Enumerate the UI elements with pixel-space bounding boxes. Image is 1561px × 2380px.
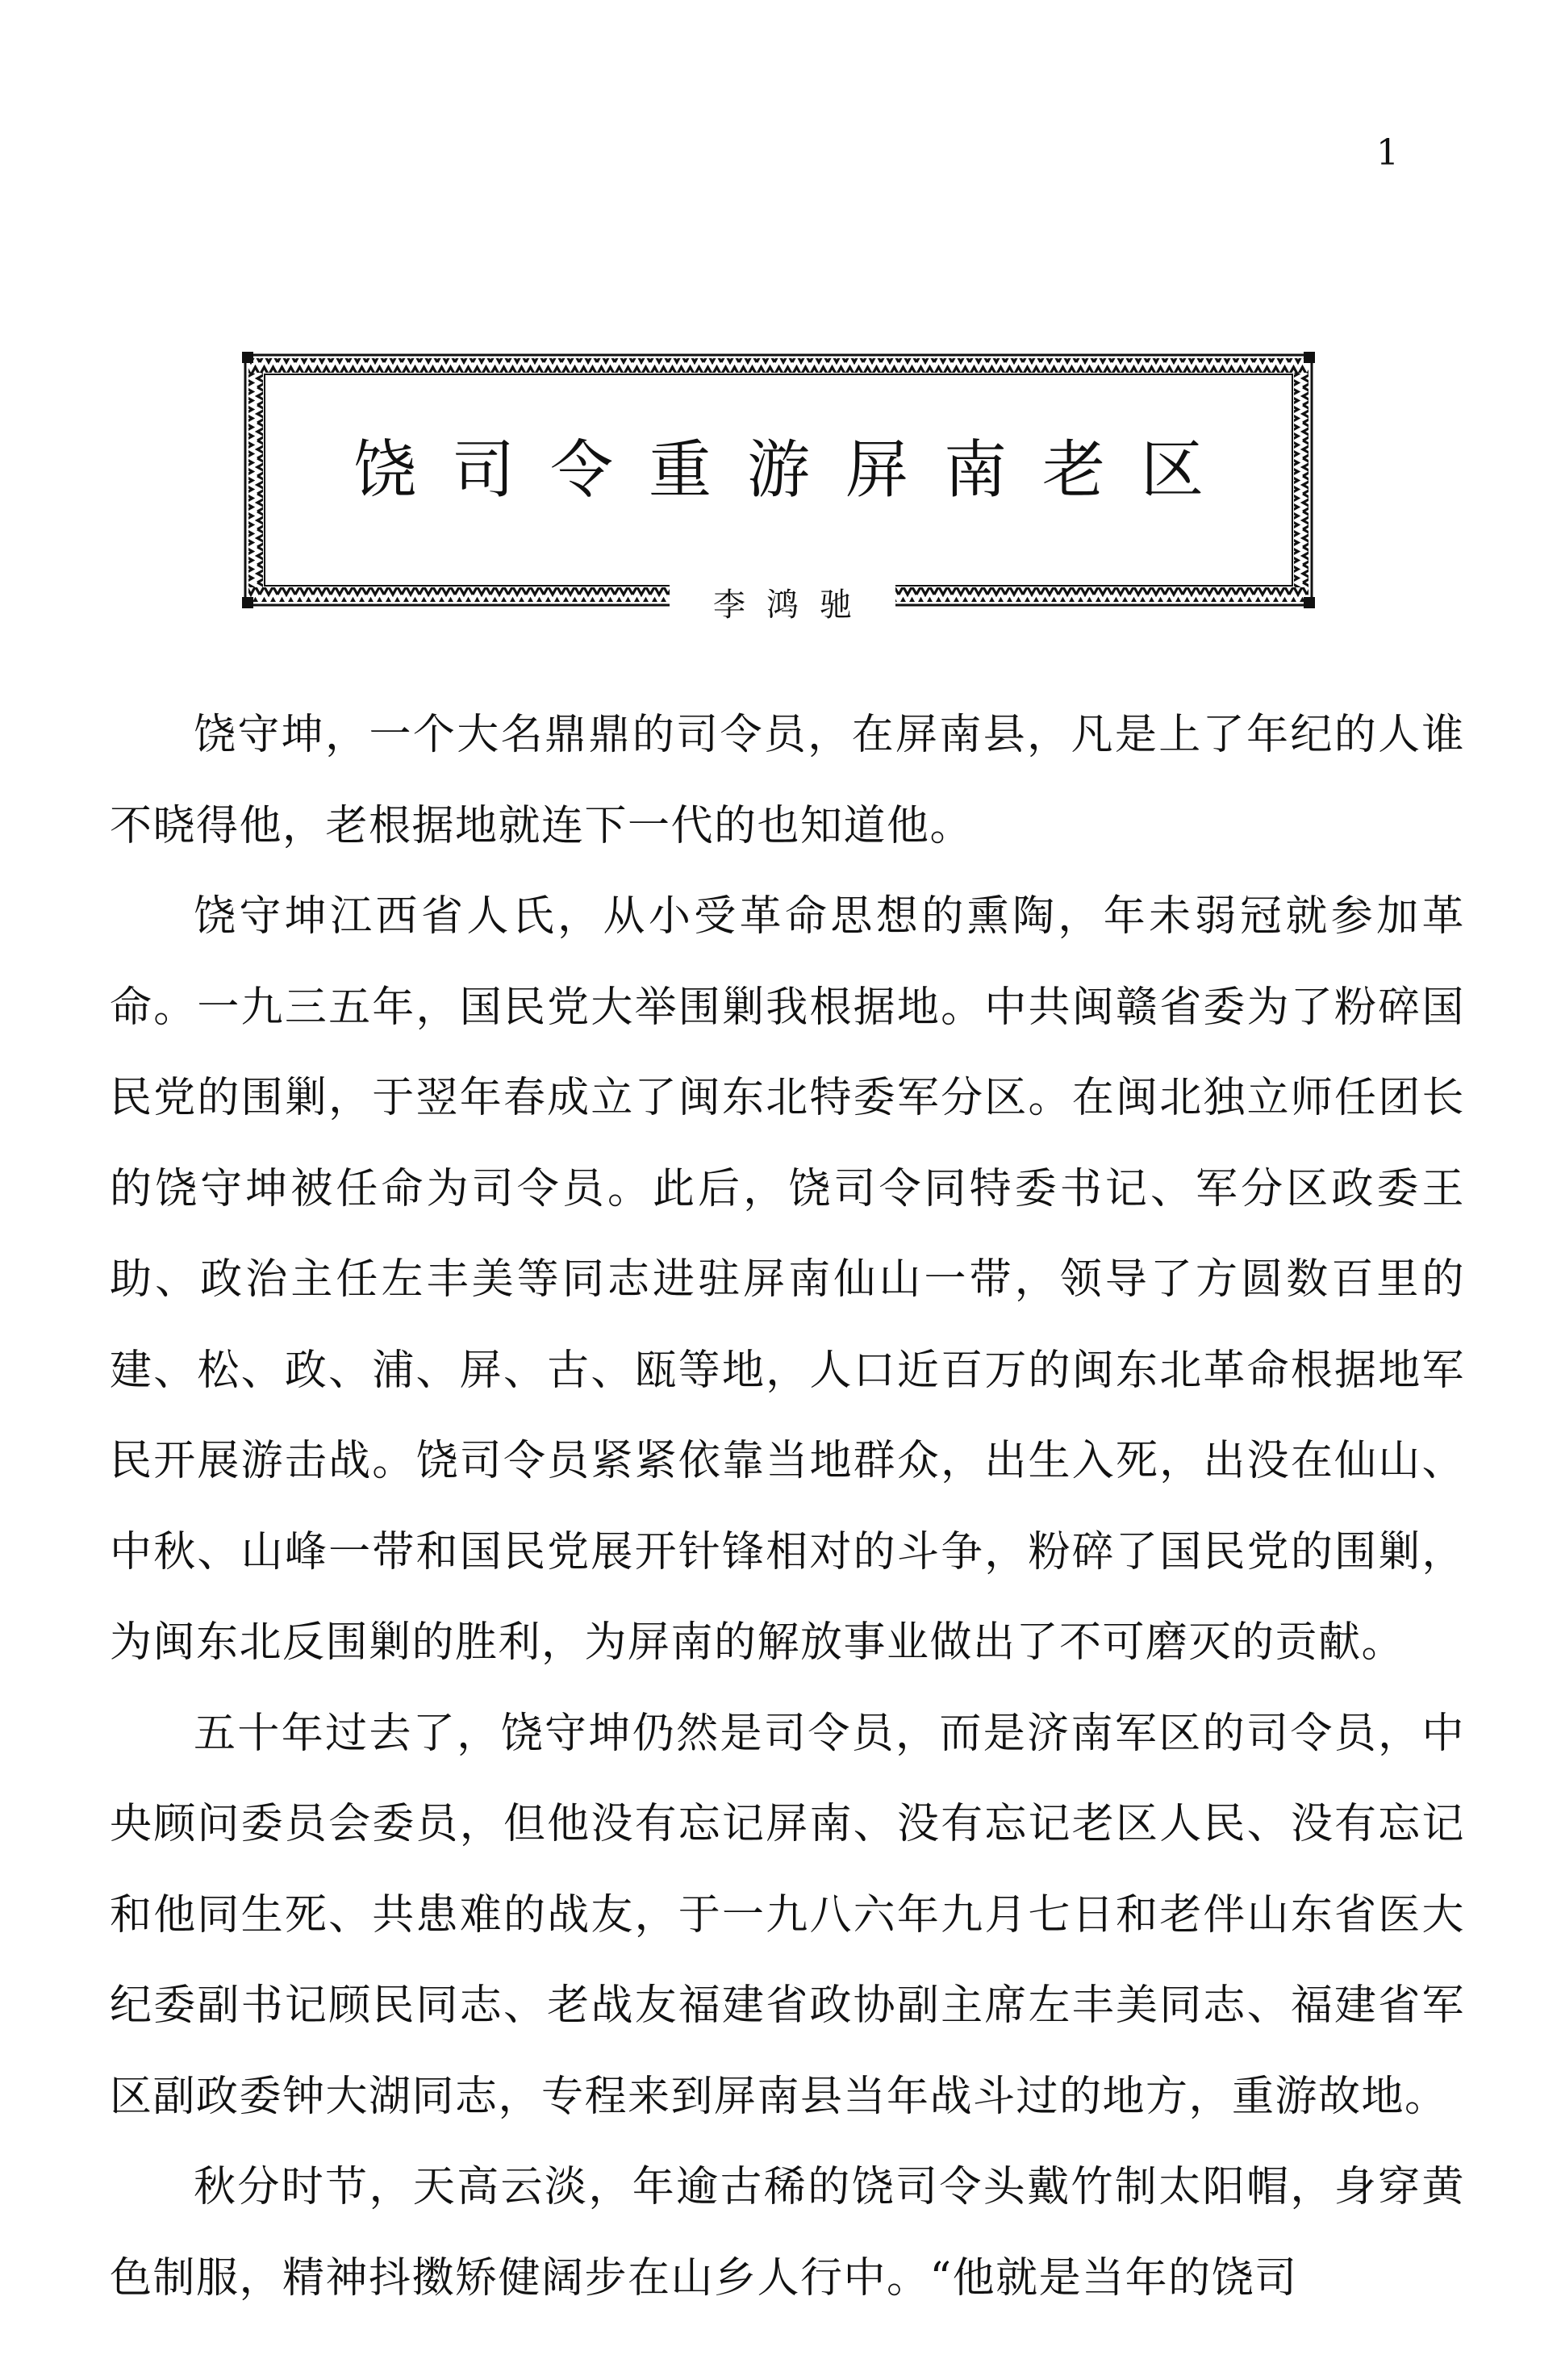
article-author: 李鸿驰 [670,581,895,629]
paragraph: 秋分时节，天高云淡，年逾古稀的饶司令头戴竹制太阳帽，身穿黄色制服，精神抖擞矫健阔步在山乡人行中。“他就是当年的饶司 [110,2163,1465,2303]
article-body [110,690,1465,2324]
paragraph: 饶守坤江西省人氏，从小受革命思想的熏陶，年未弱冠就参加革命。一九三五年，国民党大举围剿我根据地。中共闽赣省委为了粉碎国民党的围剿，于翌年春成立了闽东北特委军分区。在闽北独立师任团长的饶守坤被任命为司令员。此后，饶司令同特委书记、军分区政委王助、政治主任左丰美等同志进驻屏南仙山一带，领导了方圆数百里的建、松、政、浦、屏、古、瓯等地，人口近百万的闽东北革命根据地军民开展游击战。饶司令员紧紧依靠当地群众，出生入死，出没在仙山、中秋、山峰一带和国民党展开针锋相对的斗争，粉碎了国民党的围剿，为闽东北反围剿的胜利，为屏南的解放事业做出了不可磨灭的贡献。 [110,892,1465,1667]
article-title: 饶司令重游屏南老区 [353,434,1239,507]
title-frame [242,352,1315,608]
page-number: 1 [1376,132,1399,173]
paragraph: 饶守坤，一个大名鼎鼎的司令员，在屏南县，凡是上了年纪的人谁不晓得他，老根据地就连下一代的也知道他。 [110,711,1465,850]
paragraph: 五十年过去了，饶守坤仍然是司令员，而是济南军区的司令员，中央顾问委员会委员，但他没有忘记屏南、没有忘记老区人民、没有忘记和他同生死、共患难的战友，于一九八六年九月七日和老伴山东省医大纪委副书记顾民同志、老战友福建省政协副主席左丰美同志、福建省军区副政委钟大湖同志，专程来到屏南县当年战斗过的地方，重游故地。 [110,1709,1465,2121]
